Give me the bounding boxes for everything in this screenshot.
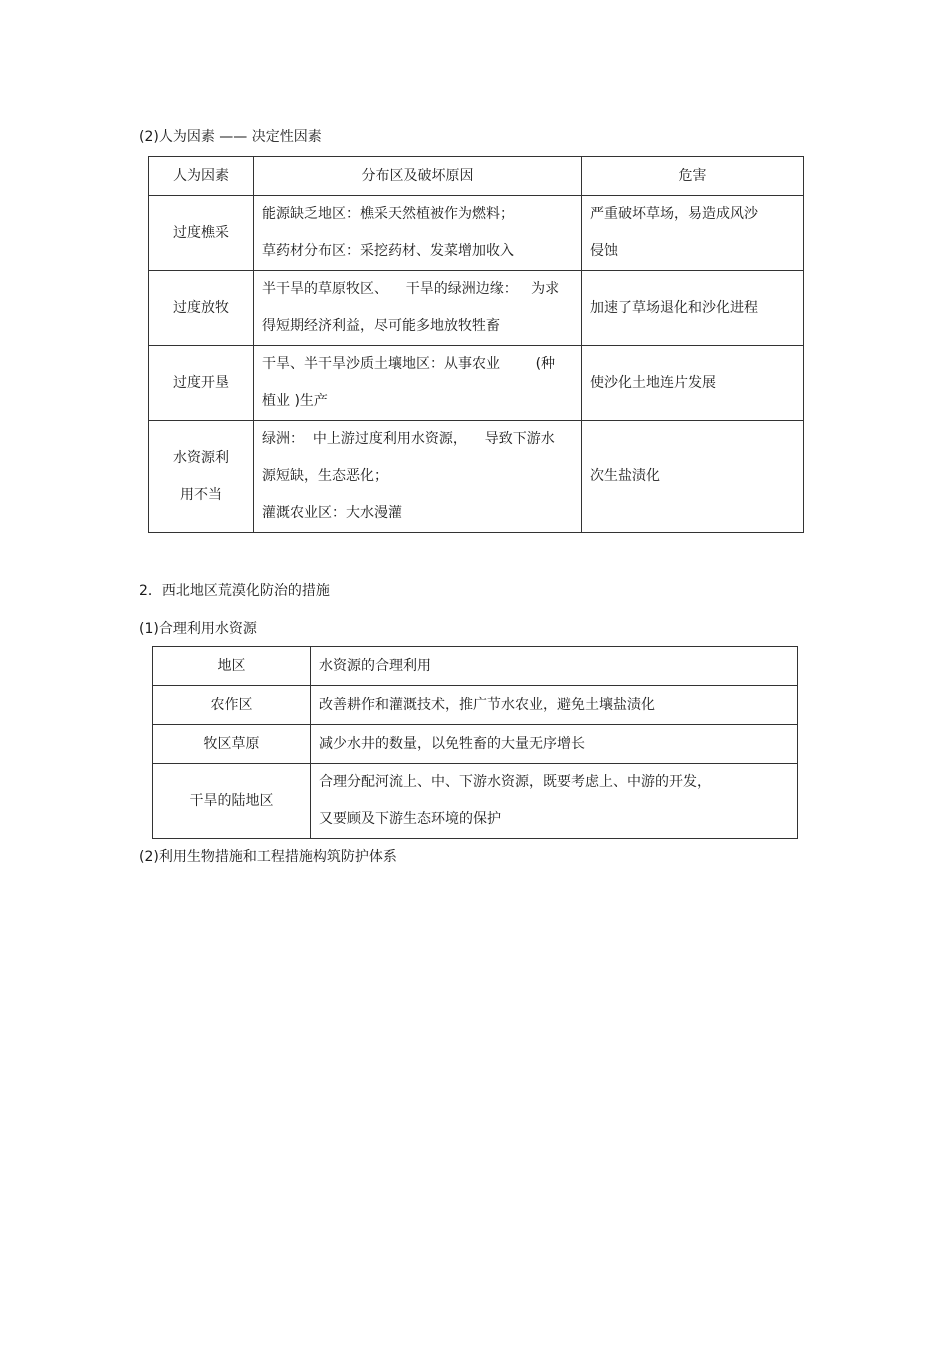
cause-line: 半干旱的草原牧区、 干旱的绿洲边缘： 为求: [262, 281, 560, 297]
harm-cell: [582, 346, 804, 421]
cause-line: 灌溉农业区：大水漫灌: [262, 505, 402, 521]
cause-line: 能源缺乏地区：樵采天然植被作为燃料；: [262, 206, 514, 222]
header-factor: 人为因素: [149, 157, 254, 196]
header-cause: 分布区及破坏原因: [254, 157, 582, 196]
cause-line: 草药材分布区：采挖药材、发菜增加收入: [262, 243, 514, 259]
header-region: 地区: [153, 647, 311, 686]
factor-cell: [149, 196, 254, 271]
table-row: [153, 764, 798, 839]
harm-line: 侵蚀: [590, 243, 618, 259]
region-cell: 干旱的陆地区: [153, 764, 311, 839]
region-cell: 农作区: [153, 686, 311, 725]
harm-cell: [582, 421, 804, 533]
section-heading-human-factors: (2)人为因素 —— 决定性因素: [139, 129, 322, 145]
factor-text: 水资源利: [173, 449, 229, 466]
cause-cell: [254, 346, 582, 421]
use-cell: [311, 764, 798, 839]
header-use: 水资源的合理利用: [311, 647, 798, 686]
cause-line: 植业 )生产: [262, 393, 328, 409]
factor-text: 过度樵采: [173, 224, 229, 241]
table-row: [149, 271, 804, 346]
human-factors-table: [148, 156, 804, 533]
cause-line: 源短缺，生态恶化；: [262, 468, 388, 484]
use-cell: [311, 686, 798, 725]
cause-cell: [254, 196, 582, 271]
factor-text: 过度开垦: [173, 374, 229, 391]
use-line: 减少水井的数量，以免牲畜的大量无序增长: [319, 735, 585, 752]
harm-cell: [582, 196, 804, 271]
subheading-water: (1)合理利用水资源: [139, 621, 257, 637]
cause-line: 得短期经济利益，尽可能多地放牧牲畜: [262, 318, 500, 334]
header-harm: 危害: [582, 157, 804, 196]
use-line: 改善耕作和灌溉技术，推广节水农业，避免土壤盐渍化: [319, 696, 655, 713]
table-header-row: [149, 157, 804, 196]
factor-text: 用不当: [180, 486, 222, 503]
factor-cell: [149, 421, 254, 533]
section-heading-measures: 2．西北地区荒漠化防治的措施: [139, 583, 330, 599]
harm-line: 次生盐渍化: [590, 468, 660, 484]
use-line: 合理分配河流上、中、下游水资源，既要考虑上、中游的开发，: [319, 774, 711, 790]
use-line: 又要顾及下游生态环境的保护: [319, 811, 501, 827]
region-cell: 牧区草原: [153, 725, 311, 764]
cause-line: 干旱、半干旱沙质土壤地区：从事农业 (种: [262, 356, 556, 372]
table-row: [149, 196, 804, 271]
harm-cell: [582, 271, 804, 346]
use-cell: [311, 725, 798, 764]
table-header-row: [153, 647, 798, 686]
harm-line: 加速了草场退化和沙化进程: [590, 299, 758, 316]
factor-cell: [149, 271, 254, 346]
water-use-table: [152, 646, 798, 839]
table-row: [149, 421, 804, 533]
harm-line: 使沙化土地连片发展: [590, 374, 716, 391]
table-row: [149, 346, 804, 421]
factor-text: 过度放牧: [173, 299, 229, 316]
table-row: [153, 725, 798, 764]
subheading-protection: (2)利用生物措施和工程措施构筑防护体系: [139, 849, 397, 865]
cause-cell: [254, 271, 582, 346]
table-row: [153, 686, 798, 725]
cause-cell: [254, 421, 582, 533]
cause-line: 绿洲： 中上游过度利用水资源， 导致下游水: [262, 431, 555, 447]
harm-line: 严重破坏草场，易造成风沙: [590, 206, 758, 222]
factor-cell: [149, 346, 254, 421]
